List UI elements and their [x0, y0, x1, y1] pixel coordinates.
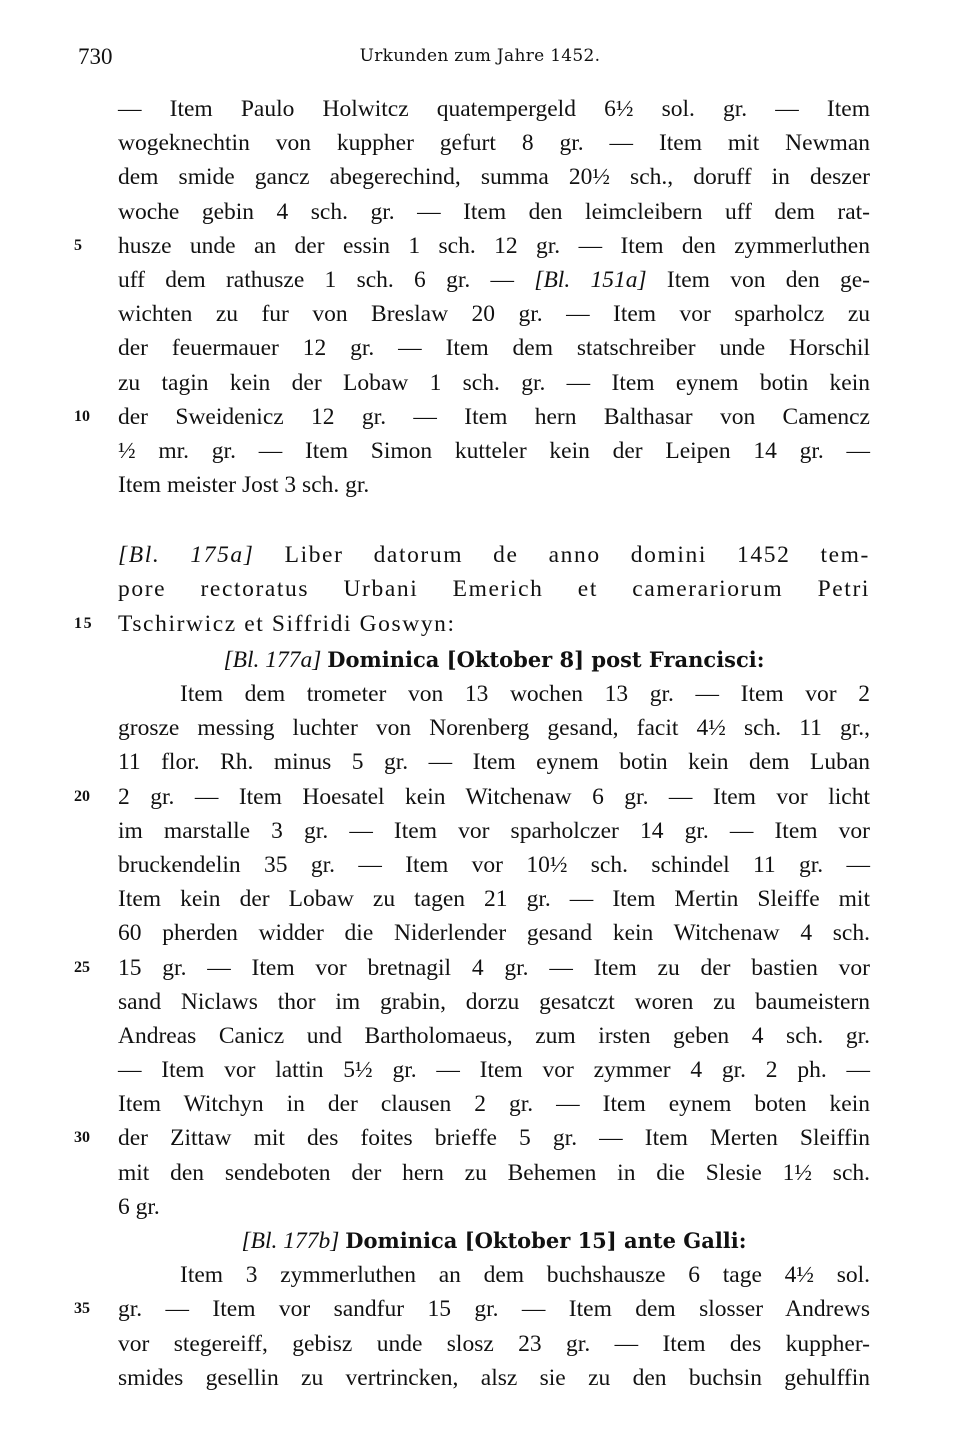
running-title: Urkunden zum Jahre 1452.	[359, 46, 601, 66]
text-body	[74, 92, 870, 1395]
section-gap	[118, 502, 870, 538]
line-text: im marstalle 3 gr. — Item vor sparholczer 14 gr. — Item vor	[118, 817, 870, 844]
text-line	[74, 229, 870, 263]
line-number: 15	[74, 614, 94, 632]
line-text: Item dem trometer von 13 wochen 13 gr. — Item vor 2	[180, 681, 870, 707]
text-line	[74, 1121, 870, 1155]
line-text: wichten zu fur von Breslaw 20 gr. — Item vor sparholcz zu	[118, 301, 870, 328]
text-line	[118, 434, 870, 468]
text-line	[118, 848, 870, 882]
line-text: vor stegereiff, gebisz unde slosz 23 gr. — Item des kuppher-	[118, 1330, 870, 1357]
text-line	[74, 1292, 870, 1326]
line-text: Item meister Jost 3 sch. gr.	[118, 472, 370, 499]
text-line	[118, 745, 870, 779]
line-text: — Item Paulo Holwitcz quatempergeld 6½ sol. gr. — Item	[118, 96, 870, 122]
text-line	[118, 1053, 870, 1087]
heading-dominica-galli	[118, 1224, 870, 1258]
line-text: smides gesellin zu vertrincken, alsz sie zu den buchsin gehulffin	[118, 1364, 870, 1391]
folio-ref: [Bl. 177a]	[223, 646, 322, 673]
section-title-text: Liber datorum de anno domini 1452 tem-	[254, 542, 870, 569]
section-title-text: Tschirwicz et Siffridi Goswyn:	[118, 610, 456, 637]
line-text: der Sweidenicz 12 gr. — Item hern Balthasar von Camencz	[118, 403, 870, 430]
line-text: dem smide gancz abegerechind, summa 20½ sch., doruff in deszer	[118, 164, 870, 191]
text-line	[118, 1087, 870, 1121]
text-line	[118, 1190, 870, 1224]
line-number: 20	[74, 787, 90, 805]
line-number: 5	[74, 236, 82, 254]
line-text: 11 flor. Rh. minus 5 gr. — Item eynem botin kein dem Luban	[118, 749, 870, 776]
text-block-3	[74, 1258, 870, 1395]
folio-ref: [Bl. 175a]	[118, 542, 255, 569]
text-line	[118, 331, 870, 365]
text-line	[118, 92, 870, 126]
heading-dominica-francisci	[118, 643, 870, 677]
section-title-line-1	[118, 538, 870, 572]
text-line	[118, 882, 870, 916]
text-line	[118, 985, 870, 1019]
folio-ref: [Bl. 151a]	[534, 266, 647, 293]
text-block-2	[74, 677, 870, 1224]
line-text: husze unde an der essin 1 sch. 12 gr. — Item den zymmerluthen	[118, 232, 870, 259]
text-line	[118, 366, 870, 400]
line-text: 15 gr. — Item vor bretnagil 4 gr. — Item zu der bastien vor	[118, 954, 870, 981]
text-line	[118, 297, 870, 331]
heading-text: Dominica [Oktober 15] ante Galli:	[345, 1228, 747, 1253]
line-text: grosze messing luchter von Norenberg gesand, facit 4½ sch. 11 gr.,	[118, 715, 870, 742]
line-number: 35	[74, 1300, 90, 1318]
line-text: — Item vor lattin 5½ gr. — Item vor zymmer 4 gr. 2 ph. —	[118, 1057, 870, 1084]
text-line	[118, 195, 870, 229]
line-text: 60 pherden widder die Niderlender gesand kein Witchenaw 4 sch.	[118, 920, 870, 947]
text-line	[118, 160, 870, 194]
text-line	[118, 814, 870, 848]
line-text: ½ mr. gr. — Item Simon kutteler kein der Leipen 14 gr. —	[118, 437, 870, 464]
page-number: 730	[78, 44, 113, 69]
text-line	[118, 677, 870, 711]
line-number: 10	[74, 407, 90, 425]
text-line	[118, 468, 870, 502]
text-line	[118, 126, 870, 160]
text-line	[118, 1019, 870, 1053]
line-number: 25	[74, 958, 90, 976]
text-block-1	[74, 92, 870, 502]
text-line	[74, 400, 870, 434]
text-line	[74, 780, 870, 814]
line-text: woche gebin 4 sch. gr. — Item den leimcleibern uff dem rat-	[118, 198, 870, 225]
line-text: zu tagin kein der Lobaw 1 sch. gr. — Item eynem botin kein	[118, 369, 870, 396]
line-text: Item kein der Lobaw zu tagen 21 gr. — Item Mertin Sleiffe mit	[118, 886, 870, 913]
line-number: 30	[74, 1129, 90, 1147]
line-text: der Zittaw mit des foites brieffe 5 gr. — Item Merten Sleiffin	[118, 1125, 870, 1152]
text-line	[118, 1327, 870, 1361]
text-line	[74, 951, 870, 985]
page-header	[78, 44, 882, 78]
text-line	[118, 1258, 870, 1292]
section-title-line-3	[74, 607, 870, 641]
text-line	[118, 711, 870, 745]
line-text: uff dem rathusze 1 sch. 6 gr. —	[118, 266, 535, 293]
line-text: Item von den ge-	[646, 266, 870, 293]
section-title-line-2: pore rectoratus Urbani Emerich et camerariorum Petri	[118, 576, 870, 603]
line-text: 2 gr. — Item Hoesatel kein Witchenaw 6 gr. — Item vor licht	[118, 783, 870, 810]
heading-text: Dominica [Oktober 8] post Francisci:	[327, 646, 765, 672]
line-text: Andreas Canicz und Bartholomaeus, zum irsten geben 4 sch. gr.	[118, 1022, 870, 1049]
text-line	[118, 1361, 870, 1395]
line-text: wogeknechtin von kuppher gefurt 8 gr. — Item mit Newman	[118, 130, 870, 157]
line-text: der feuermauer 12 gr. — Item dem statschreiber unde Horschil	[118, 335, 870, 362]
line-text: 6 gr.	[118, 1193, 160, 1220]
line-text: bruckendelin 35 gr. — Item vor 10½ sch. schindel 11 gr. —	[118, 851, 870, 878]
line-text: Item Witchyn in der clausen 2 gr. — Item eynem boten kein	[118, 1091, 870, 1118]
text-line	[118, 263, 870, 297]
line-text: Item 3 zymmerluthen an dem buchshausze 6 tage 4½ sol.	[180, 1262, 870, 1289]
text-line	[118, 1156, 870, 1190]
line-text: gr. — Item vor sandfur 15 gr. — Item dem slosser Andrews	[118, 1296, 870, 1323]
folio-ref: [Bl. 177b]	[241, 1228, 340, 1254]
text-line	[118, 916, 870, 950]
line-text: mit den sendeboten der hern zu Behemen in die Slesie 1½ sch.	[118, 1159, 870, 1186]
line-text: sand Niclaws thor im grabin, dorzu gesatczt woren zu baumeistern	[118, 988, 870, 1015]
